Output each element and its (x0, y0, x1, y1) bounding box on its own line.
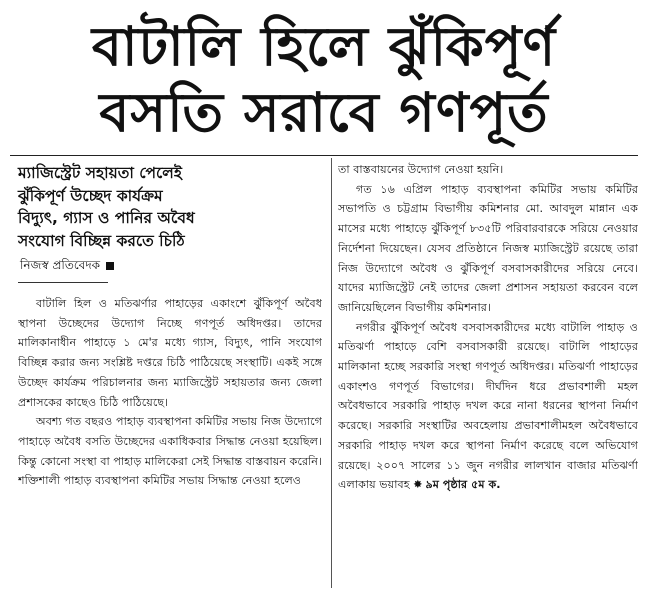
body-paragraph: অবশ্য গত বছরও পাহাড় ব্যবস্থাপনা কমিটির সভায় নিজ উদ্যোগে পাহাড়ে অবৈধ বসতি উচ্ছেদের একাধিকবার সিদ্ধান্ত নেওয়া হয়েছিল। কিন্তু কোনো সংস্থা বা পাহাড় মালিকেরা সেই সিদ্ধান্ত বাস্তবায়ন করেনি। শক্তিশালী পাহাড় ব্যবস্থাপনা কমিটির সভায় সিদ্ধান্ত নেওয়া হলেও (18, 415, 322, 488)
subheadline-line-4: সংযোগ বিচ্ছিন্ন করতে চিঠি (18, 231, 185, 250)
subheadline-line-2: ঝুঁকিপূর্ণ উচ্ছেদ কার্যক্রম (18, 186, 163, 205)
body-paragraph (338, 318, 638, 495)
body-paragraph: গত ১৬ এপ্রিল পাহাড় ব্যবস্থাপনা কমিটির সভায় কমিটির সভাপতি ও চট্টগ্রাম বিভাগীয় কমিশনার মো. আবদুল মান্নান এক মাসের মধ্যে পাহাড়ে ঝুঁকিপূর্ণ ৮৩৫টি পরিবারবারকে সরিয়ে নেওয়ার নির্দেশনা দিয়েছেন। যেসব প্রতিষ্ঠানে নিজস্ব ম্যাজিস্ট্রেট রয়েছে তারা নিজ উদ্যোগে অবৈধ ও ঝুঁকিপূর্ণ বসবাসকারীদের সরিয়ে নেবে। যাদের ম্যাজিস্ট্রেট নেই তাদের জেলা প্রশাসন সহায়তা করবেন বলে জানিয়েছিলেন বিভাগীয় কমিশনার। (338, 182, 638, 314)
subheadline (18, 162, 324, 252)
headline-line-1: বাটালি হিলে ঝুঁকিপূর্ণ (91, 15, 557, 78)
continuation-note[interactable] (413, 478, 500, 491)
subheadline-line-1: ম্যাজিস্ট্রেট সহায়তা পেলেই (18, 164, 182, 182)
headline-line-2: বসতি সরাবে গণপূর্ত (99, 81, 549, 144)
article-column-left (18, 294, 322, 588)
article-column-right (338, 160, 638, 590)
star-icon: ✸ (413, 478, 423, 492)
headline-divider (10, 155, 638, 156)
byline-text: নিজস্ব প্রতিবেদক (20, 258, 101, 272)
column-divider (331, 158, 332, 588)
body-paragraph: তা বাস্তবায়নের উদ্যোগ নেওয়া হয়নি। (338, 163, 504, 176)
byline-underline (18, 282, 108, 283)
byline-square-icon (106, 262, 114, 270)
byline (20, 256, 114, 274)
body-paragraph: বাটালি হিল ও মতিঝর্ণার পাহাড়ের একাংশে ঝুঁকিপূর্ণ অবৈধ স্থাপনা উচ্ছেদের উদ্যোগ নিচ্ছে গণপূর্ত অধিদপ্তর। তাদের মালিকানাধীন পাহাড়ে ১ মে'র মধ্যে গ্যাস, বিদ্যুৎ, পানি সংযোগ বিচ্ছিন্ন করার জন্য সংশ্লিষ্ট দপ্তরে চিঠি পাঠিয়েছে সংস্থাটি। একই সঙ্গে উচ্ছেদ কার্যক্রম পরিচালনার জন্য ম্যাজিস্ট্রেট সহায়তার জন্য জেলা প্রশাসকের কাছেও চিঠি পাঠিয়েছে। (18, 297, 322, 409)
continuation-text: ৯ম পৃষ্ঠার ৫ম ক. (425, 478, 501, 492)
body-paragraph-text: নগরীর ঝুঁকিপূর্ণ অবৈধ বসবাসকারীদের মধ্যে বাটালি পাহাড় ও মতিঝর্ণা পাহাড়ে বেশি বসবাসকারী রয়েছে। বাটালি পাহাড়ের মালিকানা হচ্ছে সরকারি সংস্থা গণপূর্ত অধিদপ্তর। মতিঝর্ণা পাহাড়ের একাংশও গণপূর্ত বিভাগের। দীর্ঘদিন ধরে প্রভাবশালী মহল অবৈধভাবে সরকারি পাহাড় দখল করে নানা ধরনের স্থাপনা নির্মাণ করেছে। সরকারি সংস্থাটির অবহেলায় প্রভাবশালীমহল অবৈধভাবে সরকারি পাহাড় দখল করে স্থাপনা নির্মাণ করেছে বলে অভিযোগ রয়েছে। ২০০৭ সালের ১১ জুন নগরীর লালখান বাজার মতিঝর্ণা এলাকায় ভয়াবহ (338, 320, 638, 492)
subheadline-line-3: বিদ্যুৎ, গ্যাস ও পানির অবৈধ (18, 209, 195, 227)
